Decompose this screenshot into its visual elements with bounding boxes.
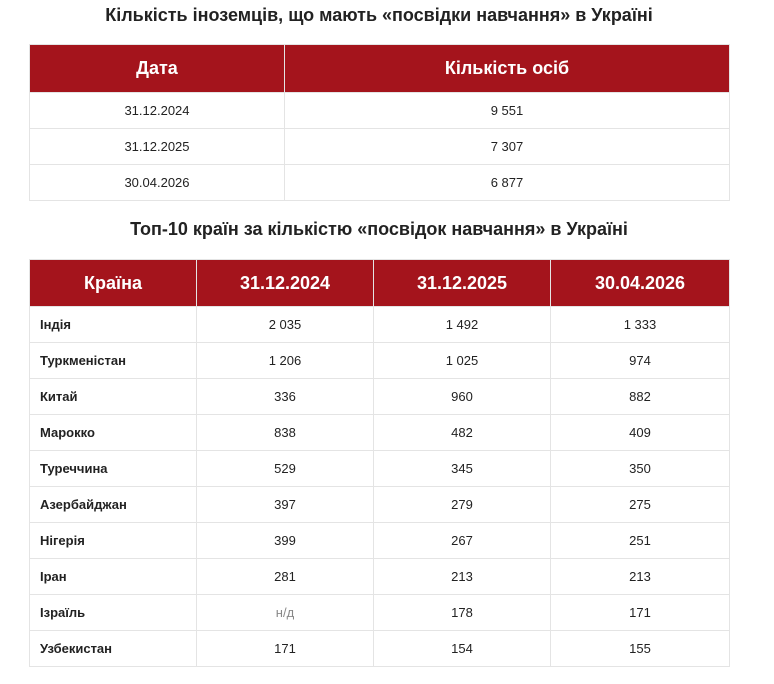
country-cell: Туреччина [30, 451, 197, 487]
table-row [30, 343, 730, 379]
value-cell: 155 [551, 631, 730, 667]
country-cell: Марокко [30, 415, 197, 451]
value-cell: 1 206 [197, 343, 374, 379]
count-cell: 6 877 [285, 165, 730, 201]
table-row [30, 379, 730, 415]
column-header-date-3: 30.04.2026 [551, 260, 730, 307]
table-row [30, 93, 730, 129]
country-cell: Іран [30, 559, 197, 595]
table-row [30, 559, 730, 595]
value-cell: 529 [197, 451, 374, 487]
column-header-count: Кількість осіб [285, 45, 730, 93]
value-cell: 267 [374, 523, 551, 559]
count-cell: 9 551 [285, 93, 730, 129]
column-header-date-2: 31.12.2025 [374, 260, 551, 307]
table-header-row [30, 45, 730, 93]
value-cell: 838 [197, 415, 374, 451]
table-row [30, 307, 730, 343]
country-cell: Індія [30, 307, 197, 343]
table-row [30, 165, 730, 201]
column-header-country: Країна [30, 260, 197, 307]
date-cell: 31.12.2025 [30, 129, 285, 165]
top-countries-table [29, 259, 730, 667]
value-cell: 397 [197, 487, 374, 523]
value-cell: 279 [374, 487, 551, 523]
table-header-row [30, 260, 730, 307]
country-cell: Ізраїль [30, 595, 197, 631]
table-row [30, 631, 730, 667]
column-header-date-1: 31.12.2024 [197, 260, 374, 307]
date-cell: 31.12.2024 [30, 93, 285, 129]
value-cell: 154 [374, 631, 551, 667]
value-cell: 882 [551, 379, 730, 415]
value-cell: 1 333 [551, 307, 730, 343]
value-cell: 171 [197, 631, 374, 667]
value-cell: 960 [374, 379, 551, 415]
table-row [30, 129, 730, 165]
value-cell: 345 [374, 451, 551, 487]
table-row [30, 523, 730, 559]
value-cell: 482 [374, 415, 551, 451]
value-cell: 281 [197, 559, 374, 595]
residence-permits-total-table [29, 44, 730, 201]
value-cell: 213 [551, 559, 730, 595]
value-cell: 251 [551, 523, 730, 559]
column-header-date: Дата [30, 45, 285, 93]
country-cell: Азербайджан [30, 487, 197, 523]
value-cell: 275 [551, 487, 730, 523]
value-cell: 409 [551, 415, 730, 451]
country-cell: Туркменістан [30, 343, 197, 379]
count-cell: 7 307 [285, 129, 730, 165]
value-cell-not-available: н/д [197, 595, 374, 631]
country-cell: Нігерія [30, 523, 197, 559]
table-row [30, 415, 730, 451]
country-cell: Узбекистан [30, 631, 197, 667]
value-cell: 213 [374, 559, 551, 595]
value-cell: 399 [197, 523, 374, 559]
country-cell: Китай [30, 379, 197, 415]
value-cell: 171 [551, 595, 730, 631]
section-title: Топ-10 країн за кількістю «посвідок навчання» в Україні [130, 219, 628, 239]
value-cell: 974 [551, 343, 730, 379]
date-cell: 30.04.2026 [30, 165, 285, 201]
page-title: Кількість іноземців, що мають «посвідки навчання» в Україні [105, 5, 653, 25]
value-cell: 336 [197, 379, 374, 415]
table-row [30, 487, 730, 523]
table-row [30, 595, 730, 631]
value-cell: 350 [551, 451, 730, 487]
value-cell: 1 025 [374, 343, 551, 379]
value-cell: 1 492 [374, 307, 551, 343]
value-cell: 178 [374, 595, 551, 631]
table-row [30, 451, 730, 487]
value-cell: 2 035 [197, 307, 374, 343]
